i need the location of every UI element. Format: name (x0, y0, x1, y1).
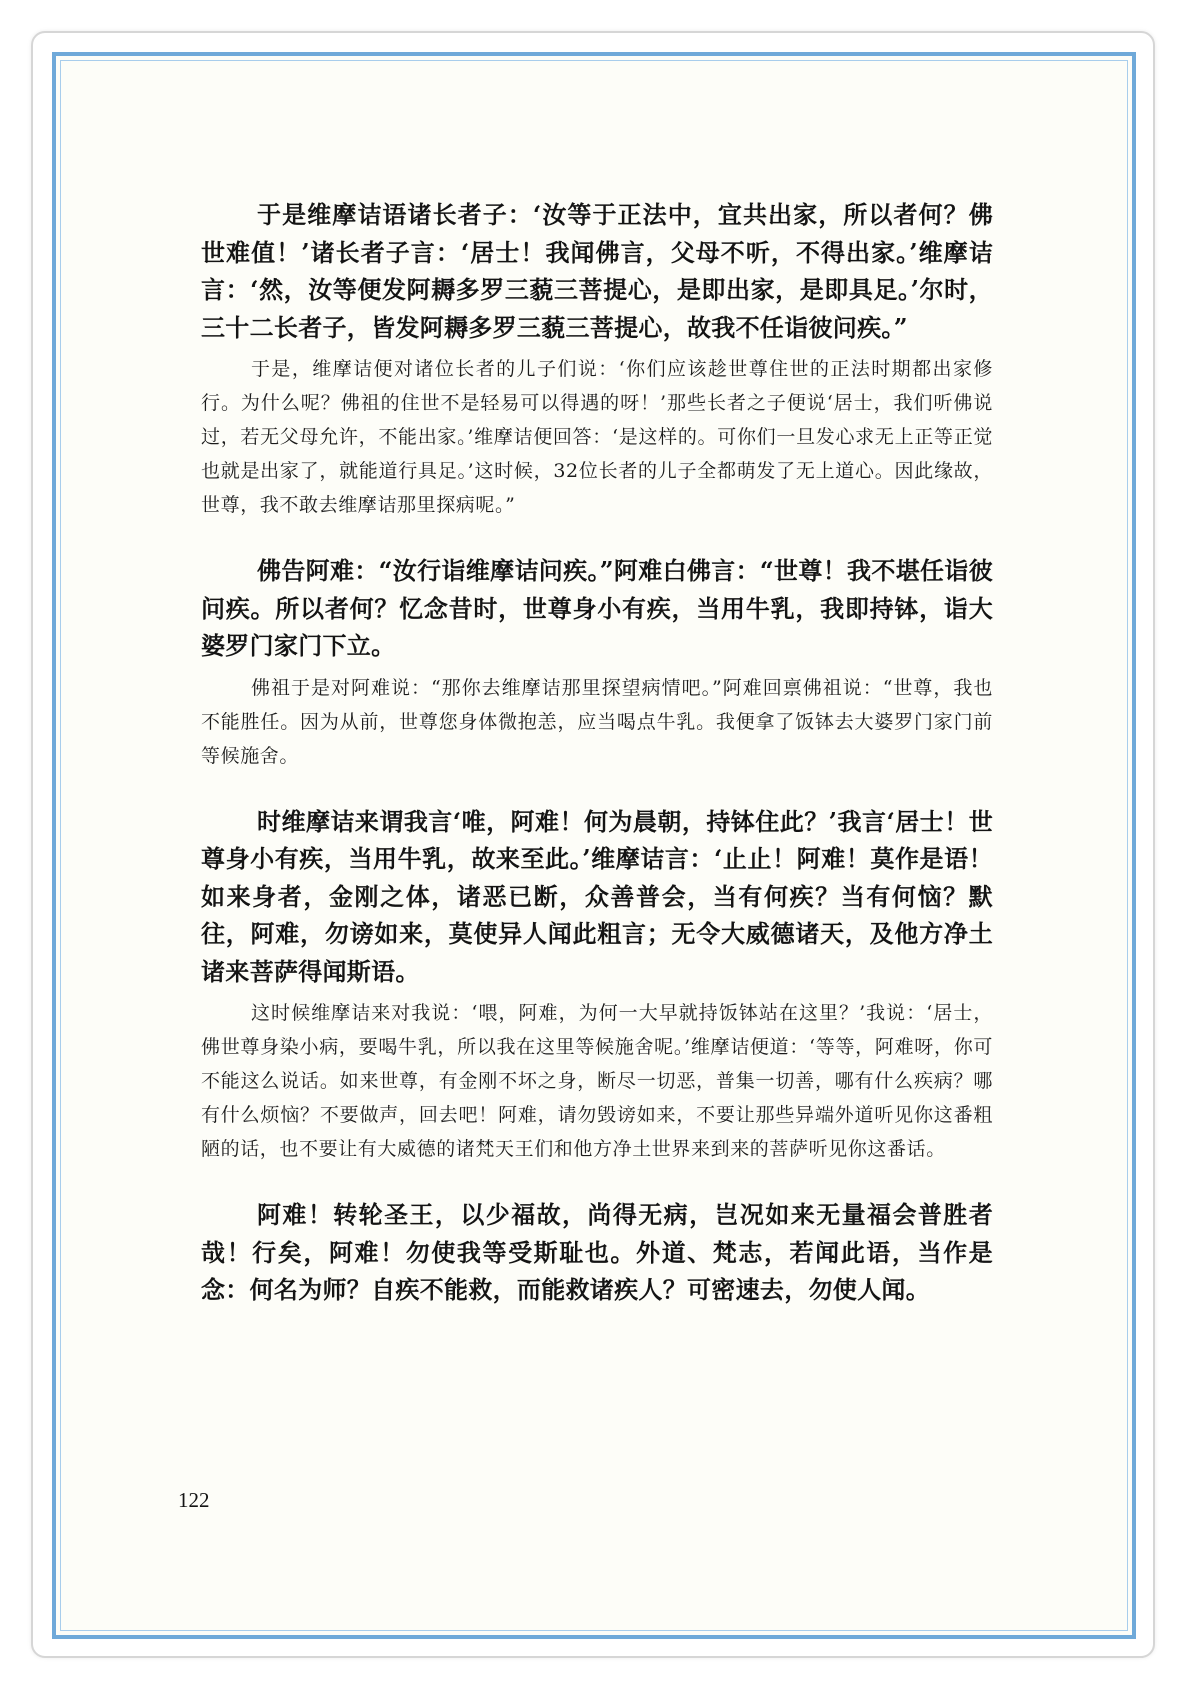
original-text: 佛告阿难：“汝行诣维摩诘问疾。”阿难白佛言：“世尊！我不堪任诣彼问疾。所以者何？忆念昔时，世尊身小有疾，当用牛乳，我即持钵，诣大婆罗门家门下立。 (201, 556, 993, 660)
original-text: 于是维摩诘语诸长者子：‘汝等于正法中，宜共出家，所以者何？佛世难值！’诸长者子言：‘居士！我闻佛言，父母不听，不得出家。’维摩诘言：‘然，汝等便发阿耨多罗三藐三菩提心，是即出家，是即具足。’尔时，三十二长者子，皆发阿耨多罗三藐三菩提心，故我不任诣彼问疾。” (201, 200, 993, 342)
section-3 (201, 803, 993, 1167)
translation-text: 佛祖于是对阿难说：“那你去维摩诘那里探望病情吧。”阿难回禀佛祖说：“世尊，我也不能胜任。因为从前，世尊您身体微抱恙，应当喝点牛乳。我便拿了饭钵去大婆罗门家门前等候施舍。 (201, 676, 993, 767)
page-content (201, 196, 993, 1309)
page-number: 122 (178, 1488, 210, 1512)
section-4 (201, 1196, 993, 1309)
translation-text: 于是，维摩诘便对诸位长者的儿子们说：‘你们应该趁世尊住世的正法时期都出家修行。为什么呢？佛祖的住世不是轻易可以得遇的呀！’那些长者之子便说‘居士，我们听佛说过，若无父母允许，不能出家。’维摩诘便回答：‘是这样的。可你们一旦发心求无上正等正觉也就是出家了，就能道行具足。’这时候，32位长者的儿子全都萌发了无上道心。因此缘故，世尊，我不敢去维摩诘那里探病呢。” (201, 358, 993, 516)
original-text: 阿难！转轮圣王，以少福故，尚得无病，岂况如来无量福会普胜者哉！行矣，阿难！勿使我等受斯耻也。外道、梵志，若闻此语，当作是念：何名为师？自疾不能救，而能救诸疾人？可密速去，勿使人闻。 (201, 1200, 993, 1304)
original-text: 时维摩诘来谓我言‘唯，阿难！何为晨朝，持钵住此？’我言‘居士！世尊身小有疾，当用牛乳，故来至此。’维摩诘言：‘止止！阿难！莫作是语！如来身者，金刚之体，诸恶已断，众善普会，当有何疾？当有何恼？默往，阿难，勿谤如来，莫使异人闻此粗言；无令大威德诸天，及他方净土诸来菩萨得闻斯语。 (201, 806, 993, 986)
section-2 (201, 552, 993, 773)
section-1 (201, 196, 993, 522)
translation-text: 这时候维摩诘来对我说：‘喂，阿难，为何一大早就持饭钵站在这里？’我说：‘居士，佛世尊身染小病，要喝牛乳，所以我在这里等候施舍呢。’维摩诘便道：‘等等，阿难呀，你可不能这么说话。如来世尊，有金刚不坏之身，断尽一切恶，普集一切善，哪有什么疾病？哪有什么烦恼？不要做声，回去吧！阿难，请勿毁谤如来，不要让那些异端外道听见你这番粗陋的话，也不要让有大威德的诸梵天王们和他方净土世界来到来的菩萨听见你这番话。 (201, 1002, 993, 1160)
